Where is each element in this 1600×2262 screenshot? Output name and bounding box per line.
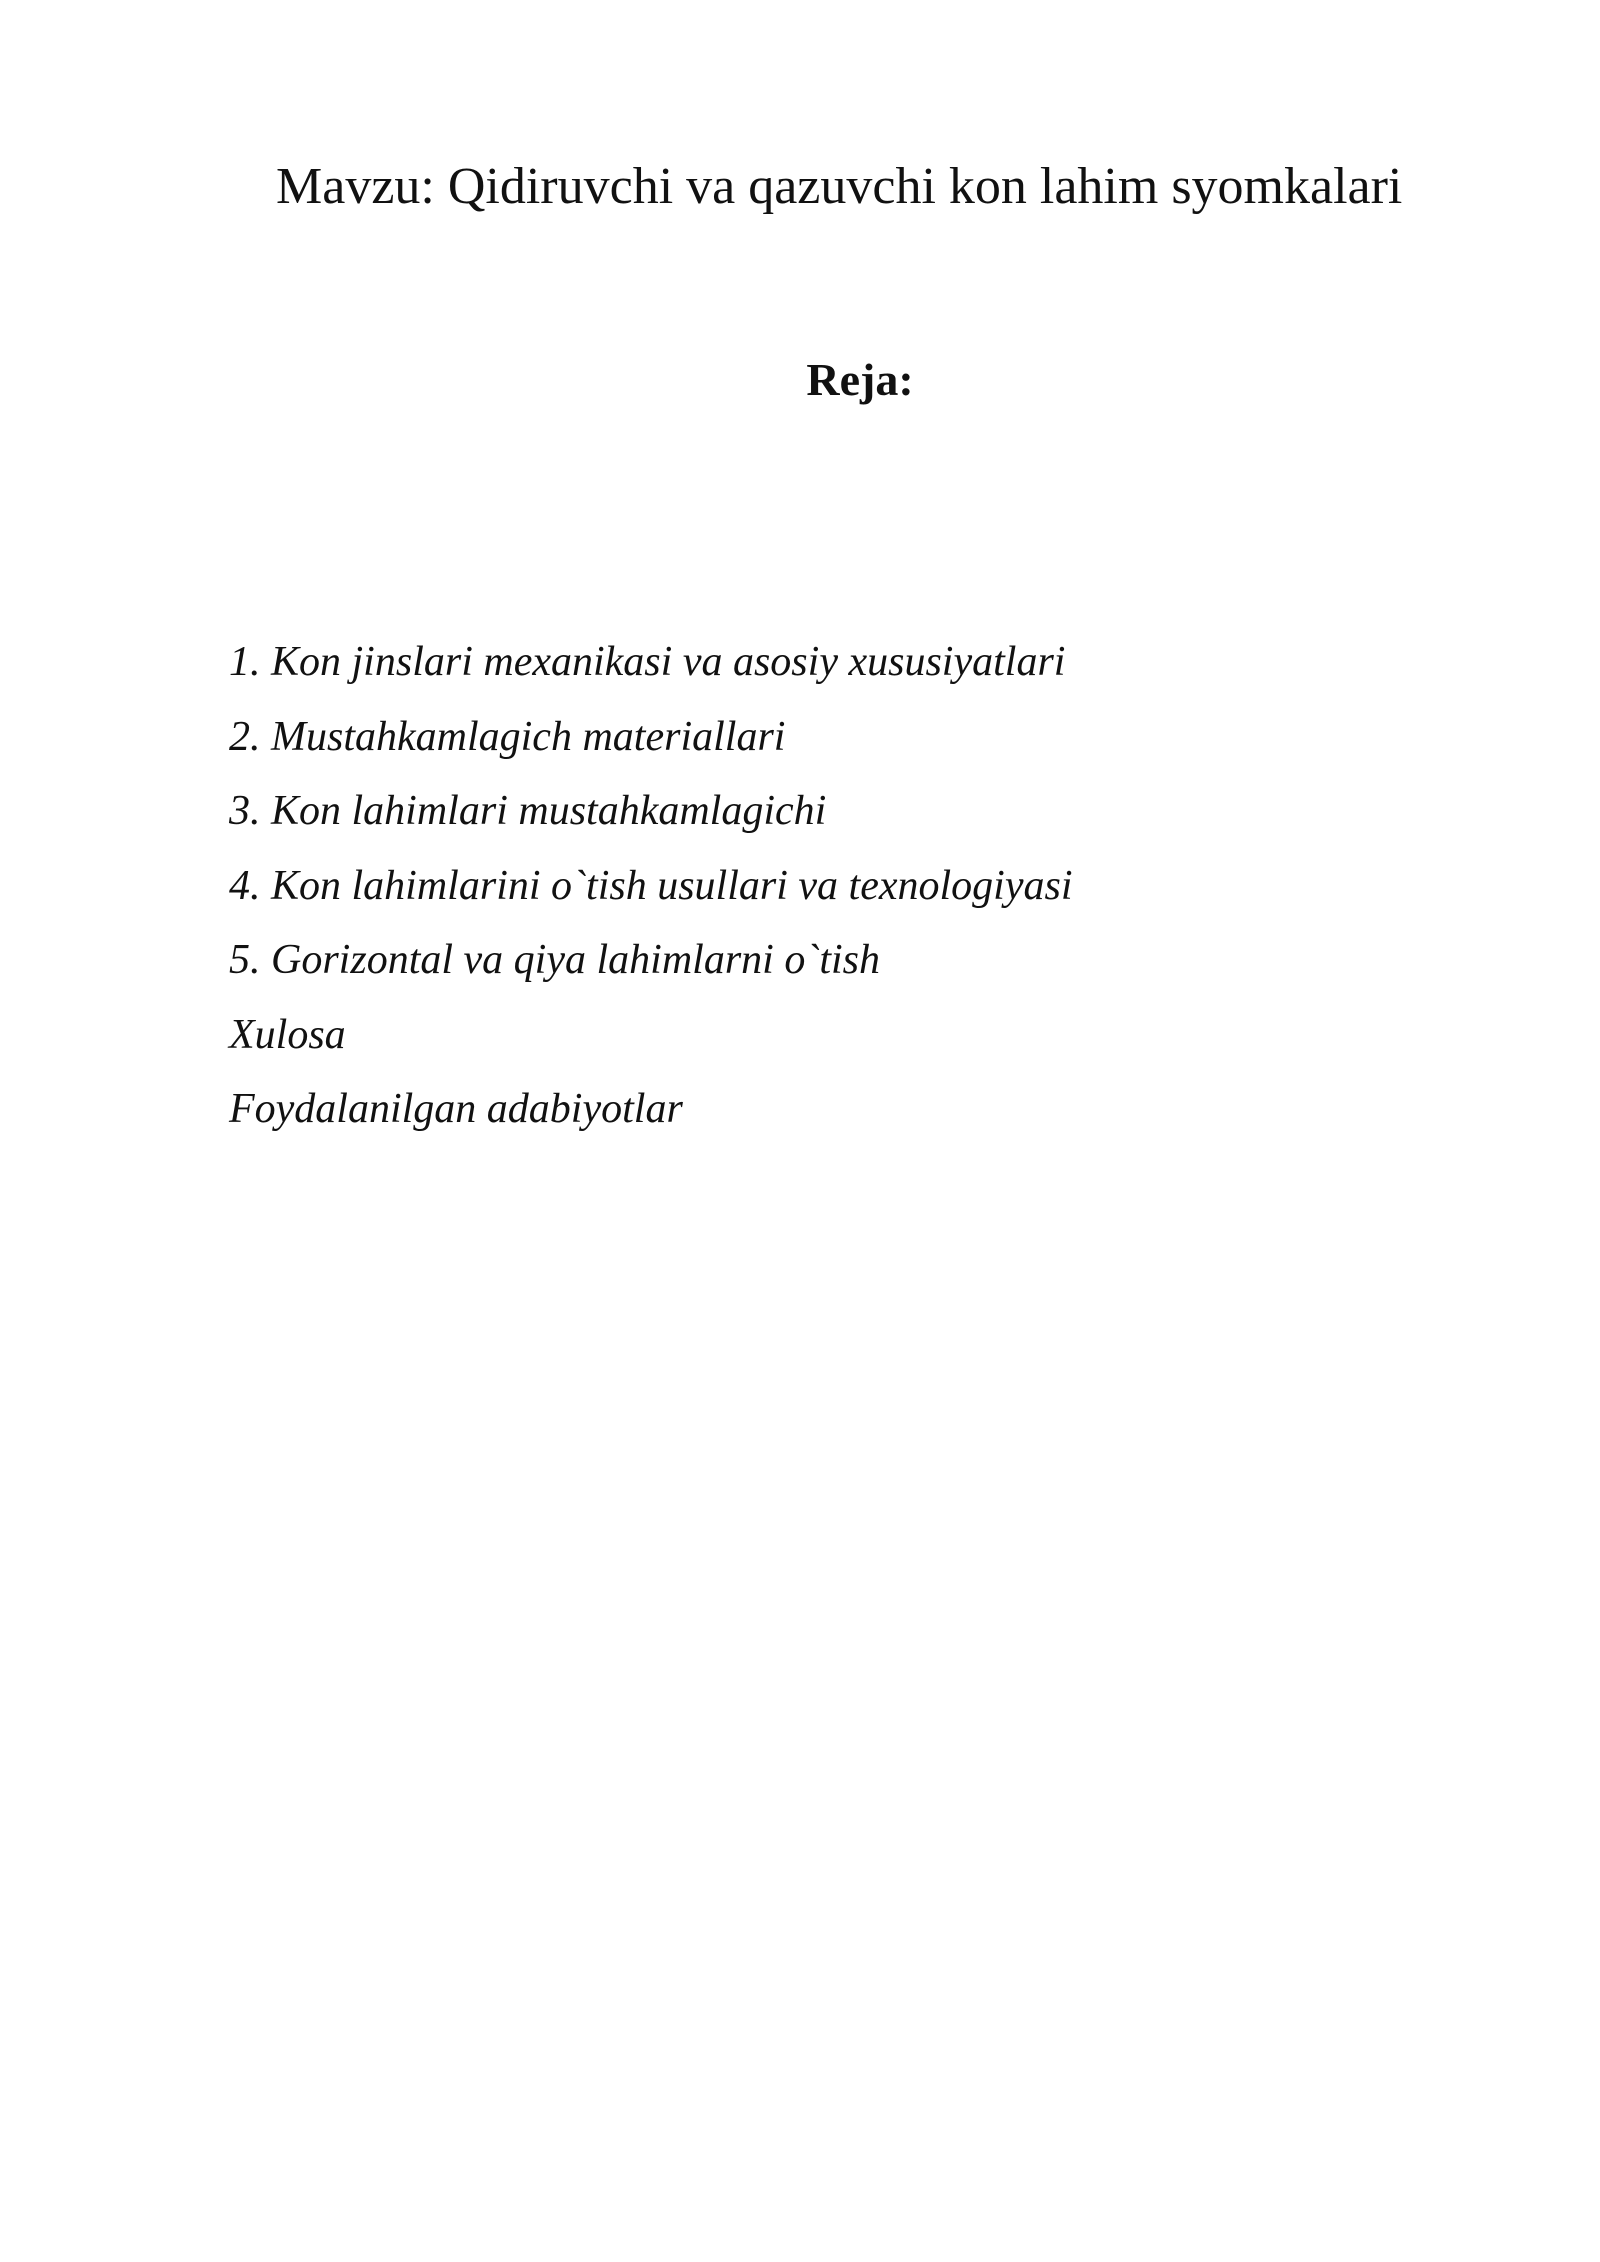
plan-item-5: 5. Gorizontal va qiya lahimlarni o`tish <box>229 937 880 983</box>
plan-item-4: 4. Kon lahimlarini o`tish usullari va texnologiyasi <box>229 862 1073 909</box>
plan-item-2: 2. Mustahkamlagich materiallari <box>229 713 786 760</box>
plan-item-3: 3. Kon lahimlari mustahkamlagichi <box>229 788 827 834</box>
plan-item-conclusion: Xulosa <box>229 1011 346 1058</box>
plan-list <box>229 625 1073 1147</box>
plan-item-references: Foydalanilgan adabiyotlar <box>229 1086 683 1132</box>
document-title: Mavzu: Qidiruvchi va qazuvchi kon lahim syomkalari <box>276 158 1403 215</box>
plan-heading: Reja: <box>806 354 914 405</box>
plan-item-1: 1. Kon jinslari mexanikasi va asosiy xususiyatlari <box>229 639 1066 685</box>
